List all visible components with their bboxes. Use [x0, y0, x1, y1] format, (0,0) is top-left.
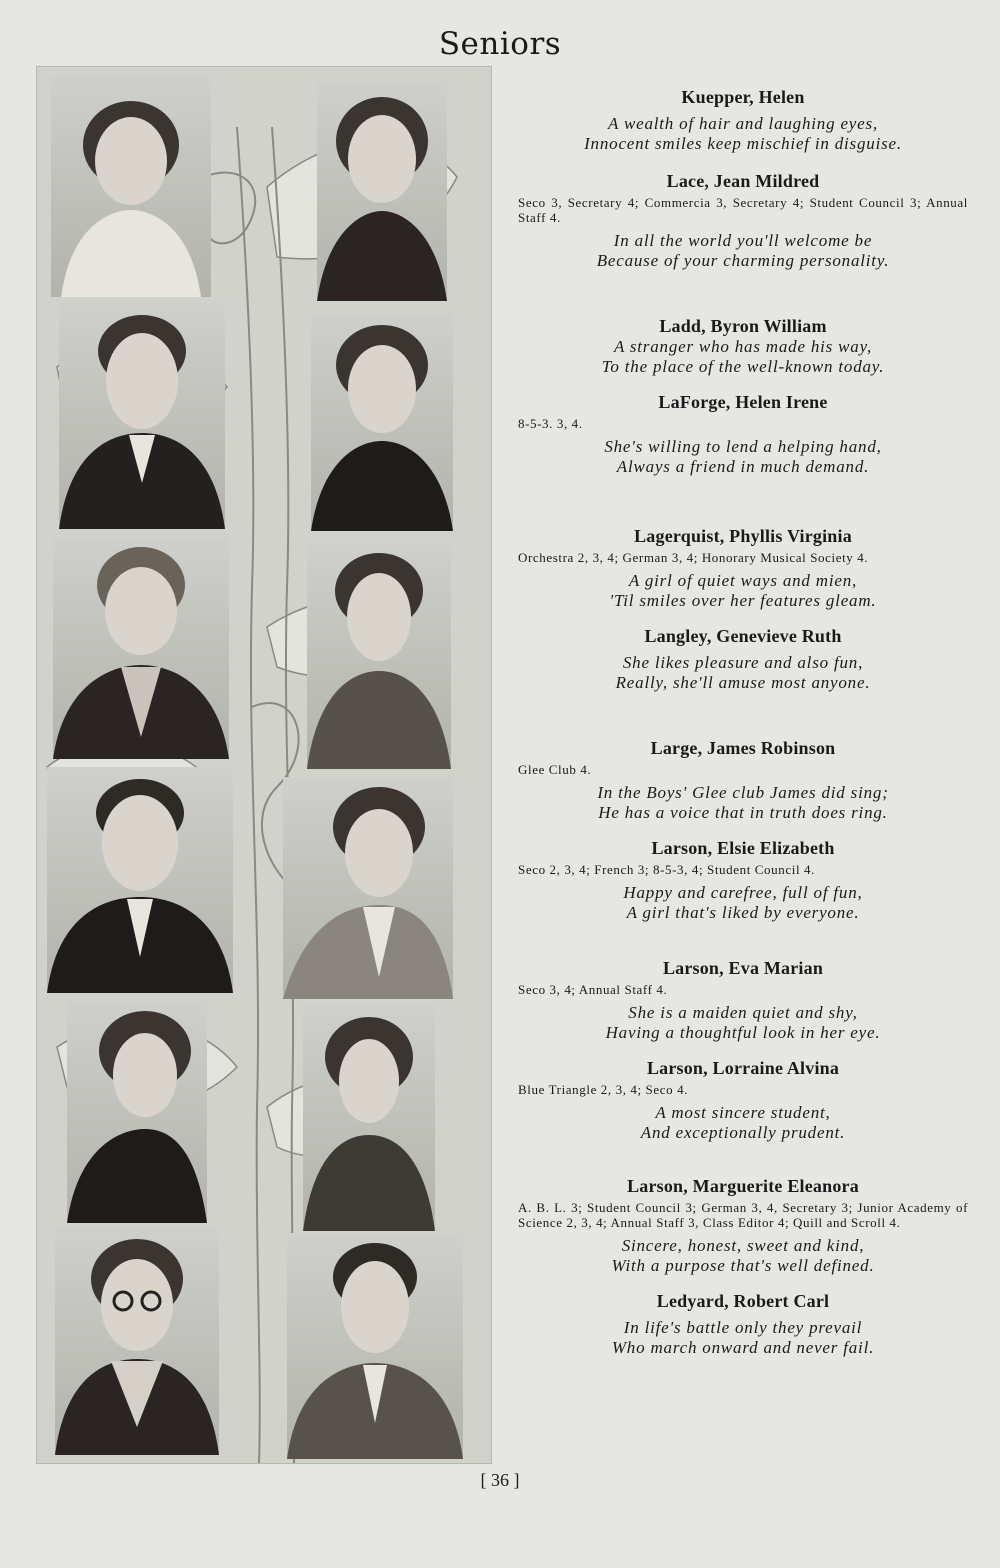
verse-line: Innocent smiles keep mischief in disguise.	[584, 134, 902, 153]
verse	[514, 1318, 972, 1358]
entry-larson-marguerite	[514, 1175, 972, 1276]
entry-langley-genevieve	[514, 625, 972, 693]
verse	[514, 337, 972, 377]
verse-line: With a purpose that's well defined.	[611, 1256, 875, 1275]
verse-line: A stranger who has made his way,	[613, 337, 873, 356]
student-name: LaForge, Helen Irene	[658, 392, 828, 412]
activities: Glee Club 4.	[518, 762, 592, 777]
activities: 8-5-3. 3, 4.	[518, 416, 583, 431]
entry-larson-eva	[514, 957, 972, 1043]
entry-kuepper-helen	[514, 86, 972, 154]
verse-line: A wealth of hair and laughing eyes,	[608, 114, 878, 133]
activities: Blue Triangle 2, 3, 4; Seco 4.	[518, 1082, 689, 1097]
verse-line: And exceptionally prudent.	[640, 1123, 846, 1142]
student-name: Large, James Robinson	[650, 738, 836, 758]
verse-line: Because of your charming personality.	[596, 251, 890, 270]
verse	[514, 783, 972, 823]
student-name: Larson, Elsie Elizabeth	[651, 838, 835, 858]
verse-line: Sincere, honest, sweet and kind,	[621, 1236, 865, 1255]
portrait-laforge-helen	[311, 313, 453, 531]
verse	[514, 437, 972, 477]
entry-lagerquist-phyllis	[514, 525, 972, 611]
verse-line: A girl of quiet ways and mien,	[628, 571, 858, 590]
student-name: Larson, Marguerite Eleanora	[627, 1176, 859, 1196]
verse-line: Happy and carefree, full of fun,	[623, 883, 863, 902]
portrait-larson-eva	[67, 1001, 207, 1223]
verse-line: She likes pleasure and also fun,	[622, 653, 864, 672]
verse-line: Really, she'll amuse most anyone.	[615, 673, 871, 692]
portrait-lagerquist-phyllis	[53, 537, 229, 759]
verse	[514, 571, 972, 611]
portrait-lace-jean	[317, 81, 447, 301]
portrait-kuepper-helen	[51, 75, 211, 297]
student-name: Ledyard, Robert Carl	[656, 1291, 830, 1311]
senior-entries	[514, 86, 972, 1358]
student-name: Lagerquist, Phyllis Virginia	[634, 526, 852, 546]
verse-line: Who march onward and never fail.	[611, 1338, 875, 1357]
verse-line: Having a thoughtful look in her eye.	[605, 1023, 881, 1042]
activities: Seco 2, 3, 4; French 3; 8-5-3, 4; Student Council 4.	[518, 862, 815, 877]
activities: Orchestra 2, 3, 4; German 3, 4; Honorary Musical Society 4.	[518, 550, 869, 565]
verse	[514, 1003, 972, 1043]
photo-panel	[36, 66, 492, 1464]
entry-laforge-helen	[514, 391, 972, 477]
portrait-larson-elsie	[283, 777, 453, 999]
page-title: Seniors	[438, 26, 562, 62]
entry-lace-jean	[514, 170, 972, 271]
entry-ladd-byron	[514, 315, 972, 377]
portrait-langley-genevieve	[307, 543, 451, 769]
student-name: Larson, Lorraine Alvina	[646, 1058, 840, 1078]
portrait-larson-marguerite	[55, 1227, 219, 1455]
entry-larson-elsie	[514, 837, 972, 923]
verse	[514, 883, 972, 923]
verse-line: In life's battle only they prevail	[623, 1318, 863, 1337]
verse	[514, 114, 972, 154]
verse	[514, 653, 972, 693]
page-number: [ 36 ]	[480, 1470, 520, 1490]
verse-line: She's willing to lend a helping hand,	[604, 437, 882, 456]
activities: Seco 3, Secretary 4; Commercia 3, Secretary 4; Student Council 3; Annual Staff 4.	[518, 195, 968, 225]
verse-line: A girl that's liked by everyone.	[626, 903, 860, 922]
verse-line: She is a maiden quiet and shy,	[628, 1003, 858, 1022]
entry-larson-lorraine	[514, 1057, 972, 1143]
verse	[514, 1236, 972, 1276]
entry-large-james	[514, 737, 972, 823]
activities: A. B. L. 3; Student Council 3; German 3, 4, Secretary 3; Junior Academy of Science 2, 3, 4; Annual Staff 3, Class Editor 4; Quill and Scroll 4.	[518, 1200, 968, 1230]
verse-line: 'Til smiles over her features gleam.	[609, 591, 877, 610]
verse-line: To the place of the well-known today.	[601, 357, 885, 376]
student-name: Kuepper, Helen	[681, 87, 805, 107]
portrait-ledyard-robert	[287, 1233, 463, 1459]
activities: Seco 3, 4; Annual Staff 4.	[518, 982, 668, 997]
verse-line: He has a voice that in truth does ring.	[598, 803, 888, 822]
verse-line: A most sincere student,	[655, 1103, 831, 1122]
portrait-larson-lorraine	[303, 1005, 435, 1231]
student-name: Lace, Jean Mildred	[666, 171, 820, 191]
student-name: Ladd, Byron William	[659, 316, 827, 336]
verse-line: In the Boys' Glee club James did sing;	[597, 783, 889, 802]
entry-ledyard-robert	[514, 1290, 972, 1358]
verse	[514, 1103, 972, 1143]
portrait-large-james	[47, 767, 233, 993]
verse-line: In all the world you'll welcome be	[613, 231, 873, 250]
verse	[514, 231, 972, 271]
student-name: Langley, Genevieve Ruth	[644, 626, 842, 646]
verse-line: Always a friend in much demand.	[616, 457, 870, 476]
portrait-ladd-byron	[59, 303, 225, 529]
student-name: Larson, Eva Marian	[662, 958, 824, 978]
